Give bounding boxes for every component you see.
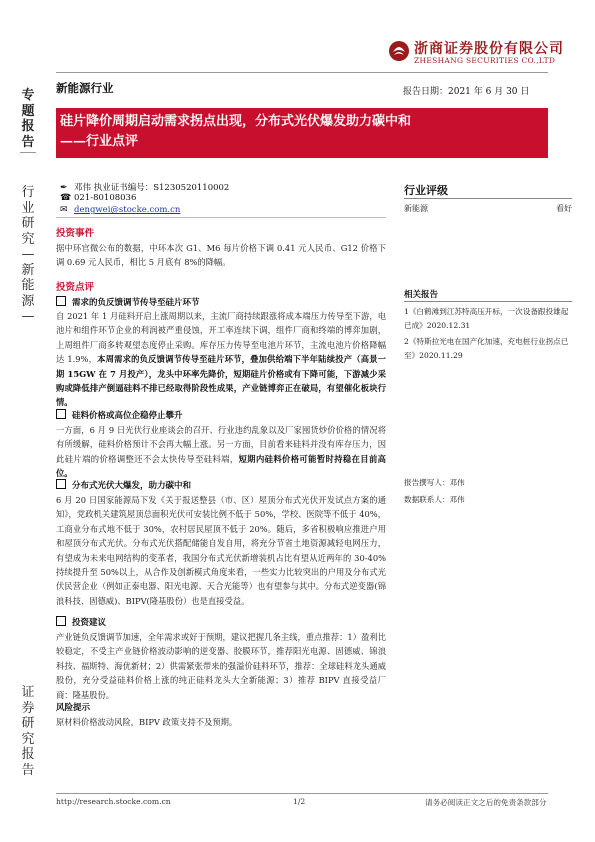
rating-title: 行业评级 — [404, 184, 448, 197]
rating-row — [404, 203, 572, 214]
header-divider — [56, 72, 548, 73]
report-author-label: 报告撰写人：邓伟 — [404, 478, 465, 487]
author-email-link[interactable]: dengwei@stocke.com.cn — [74, 205, 181, 215]
author-email-row — [60, 205, 180, 215]
rating-sector: 新能源 — [404, 204, 428, 213]
point1-heading: 需求的负反馈调节传导至硅片环节 — [56, 296, 200, 308]
report-title-line2: ——行业点评 — [60, 134, 139, 149]
point3-heading: 分布式光伏大爆发，助力碳中和 — [56, 479, 191, 491]
report-title-line1: 硅片降价周期启动需求拐点出现，分布式光伏爆发助力碳中和 — [60, 114, 412, 129]
author-name: 邓伟 执业证书编号：S1230520110002 — [74, 183, 230, 193]
zheshang-logo-icon — [388, 40, 410, 62]
mail-icon: ✉ — [60, 205, 68, 215]
side-label-topic-report: 专题报告 — [21, 88, 35, 150]
author-phone-row — [60, 193, 136, 203]
risk-body: 原材料价格波动风险，BIPV 政策支持不及预期。 — [56, 717, 238, 727]
industry-label: 新能源行业 — [56, 81, 114, 95]
checkbox-square-icon — [56, 616, 66, 626]
point1-body: 自 2021 年 1 月硅料开启上涨周期以来，主流厂商持续跟涨将成本端压力传导至下游，电池片和组件环节企业的利润被严重侵蚀，开工率连续下调，组件厂商和终端的博弈加剧，上周组件厂商多转观望态度停止采购。库存压力传导至电池片环节，主流电池片价格降幅达 1.9%，本周需求的负反馈调节传导至硅片环节，叠加供给端下半年陆续投产（高景一期 15GW 在 7 月投产），龙头中环率先降价，短期硅片价格或有下降可能，下游减少采购或降低排产倒逼硅料不排已经取得阶段性成果，产业链博弈正在破局，有望催化板块行情。 — [56, 311, 386, 408]
checkbox-square-icon — [56, 409, 66, 419]
section-investment-comments: 投资点评 — [56, 282, 95, 293]
checkbox-square-icon — [56, 296, 66, 306]
pen-icon: ✒ — [60, 183, 68, 193]
rating-value: 看好 — [556, 204, 572, 213]
company-name-cn: 浙商证券股份有限公司 — [414, 41, 564, 57]
point2-body: 一方面，6 月 9 日光伏行业座谈会的召开、行业违约乱象以及厂家囤货炒价价格的情况将有所缓解，硅料价格预计不会再大幅上涨。另一方面，目前看来硅料并没有库存压力，因此硅片端的价格调整还不会太快传导至硅料端，短期内硅料价格可能暂时持稳在目前高位。 — [56, 425, 386, 479]
section-investment-event: 投资事件 — [56, 228, 95, 239]
phone-icon: ☎ — [60, 193, 72, 203]
point2-heading: 硅料价格或高位企稳停止攀升 — [56, 409, 183, 421]
related-report-item[interactable]: 1《白鹤滩到江苏特高压开标，一次设备跟投雄起已成》2020.12.31 — [404, 307, 569, 330]
report-title — [60, 112, 546, 152]
related-report-item[interactable]: 2《特斯拉光电在国产化加速，充电桩行业拐点已至》2020.11.29 — [404, 337, 569, 360]
side-divider — [20, 152, 36, 153]
rating-divider — [404, 198, 572, 199]
author-divider — [56, 217, 386, 218]
risk-heading: 风险提示 — [56, 703, 91, 713]
side-label-securities-report: 证券研究报告 — [21, 685, 35, 778]
author-name-row — [60, 181, 229, 193]
event-body: 据中环官微公布的数据，中环本次 G1、M6 每片价格下调 0.41 元人民币、G12 价格下调 0.69 元人民币，相比 5 月底有 8%的降幅。 — [56, 243, 386, 268]
related-reports-title: 相关报告 — [404, 290, 439, 300]
point3-body: 6 月 20 日国家能源局下发《关于报送整县（市、区）屋顶分布式光伏开发试点方案的通知》，党政机关建筑屋顶总面积光伏可安装比例不低于 50%，学校、医院等不低于 40%，工商业分布式地不低于 30%，农村居民屋顶不低于 20%。随后，多省积极响应推进户用和屋顶分布式光伏。分布式光伏搭配储能自发自用，将充分节省土地资源减轻电网压力，有望成为未来电网结构的变革者，我国分布式光伏新增装机占比有望从近两年的 30-40%持续提升至 50%以上，从合作及创新模式角度来看，一些实力比较突出的户用及分布式光伏民营企业（例如正泰电器、阳光电源、天合光能等）也有望参与其中。分布式逆变器(锦浪科技、固德威)、BIPV(隆基股份）也是直接受益。 — [56, 495, 386, 606]
author-phone: 021-80108036 — [74, 193, 137, 203]
point1-highlight: 本周需求的负反馈调节传导至硅片环节，叠加供给端下半年陆续投产（高景一期 15GW 在 7 月投产），龙头中环率先降价，短期硅片价格或有下降可能，下游减少采购或降低排产倒逼硅料不排已经取得阶段性成果，产业链博弈正在破局，有望催化板块行情。 — [56, 354, 386, 408]
footer-url[interactable]: http://research.stocke.com.cn — [56, 797, 171, 806]
side-label-industry-research: 行业研究—新能源— — [21, 185, 35, 324]
point4-body: 产业链负反馈调节加速，全年需求或好于预期，建议把握几条主线，重点推荐：1）盈利比较稳定，不受主产业链价格波动影响的逆变器、胶膜环节，推荐阳光电源、固德威、锦浪科技、福斯特、海优新材；2）供需紧张带来的强溢价硅料环节，推荐：全球硅料龙头通威股份，充分受益硅料价格上涨的纯正硅料龙头大全新能源；3）推荐 BIPV 直接受益厂商：隆基股份。 — [56, 632, 386, 700]
checkbox-square-icon — [56, 479, 66, 489]
point4-heading: 投资建议 — [56, 616, 106, 628]
footer-disclaimer: 请务必阅读正文之后的免责条款部分 — [425, 798, 547, 807]
point2-highlight: 短期内硅料价格可能暂时持稳在目前高位。 — [56, 453, 386, 479]
company-name-en: ZHESHANG SECURITIES CO.,LTD — [414, 56, 556, 65]
report-date: 报告日期：2021 年 6 月 30 日 — [403, 87, 530, 97]
data-contact-label: 数据联系人：邓伟 — [404, 495, 465, 504]
footer-divider — [56, 793, 548, 794]
page-number: 1/2 — [293, 797, 306, 806]
related-divider — [404, 301, 572, 302]
